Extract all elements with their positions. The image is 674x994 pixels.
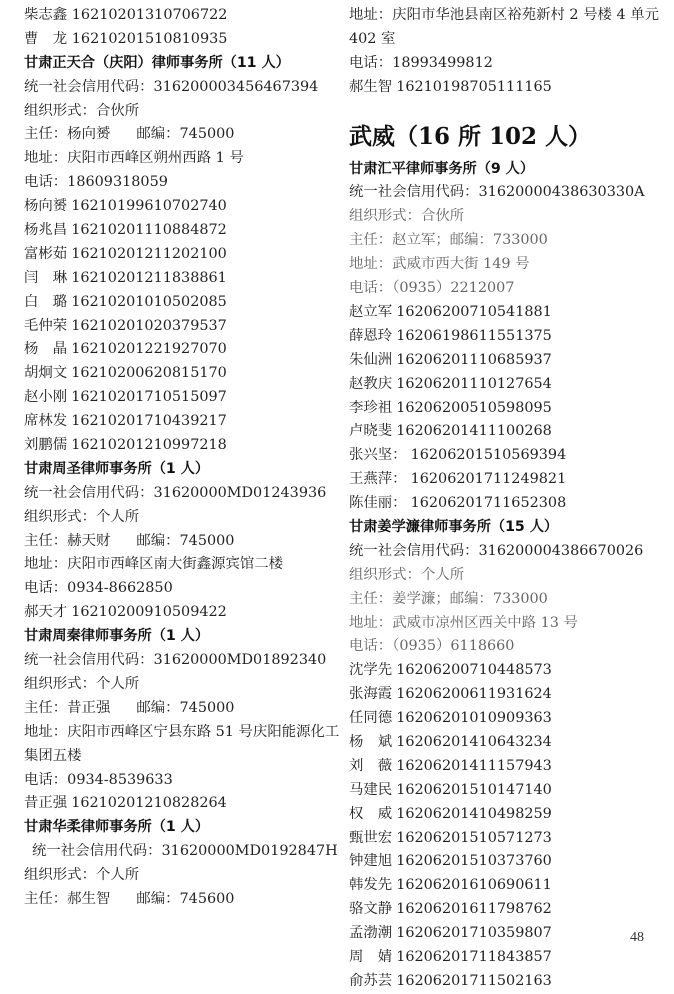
member-name: 杨 斌 (349, 733, 393, 750)
member-entry (24, 28, 340, 52)
firm-director: 主任：赫天财 (24, 532, 111, 549)
member-name: 甄世宏 (349, 829, 393, 846)
member-id: 16206201711249821 (410, 471, 567, 488)
firm-org-form: 组织形式：个人所 (24, 508, 140, 525)
member-entry (349, 803, 669, 827)
member-id: 16206201610690611 (396, 877, 552, 894)
member-entry (349, 397, 669, 421)
member-entry (24, 410, 340, 434)
firm-credit-code: 统一社会信用代码：31620000MD01243936 (24, 484, 327, 501)
member-entry (349, 898, 669, 922)
member-entry (349, 492, 669, 516)
member-id: 16206201711843857 (396, 948, 552, 965)
member-list (349, 301, 669, 516)
member-entry (24, 338, 340, 362)
member-name: 席林发 (24, 413, 68, 430)
member-entry (349, 970, 669, 994)
member-entry (349, 850, 669, 874)
member-name: 赵立军 (349, 303, 393, 320)
member-entry (24, 219, 340, 243)
member-id: 16210201221927070 (71, 341, 227, 358)
member-entry (349, 707, 669, 731)
firm-credit-code: 统一社会信用代码：316200004386670026 (349, 542, 644, 559)
member-name: 胡炯文 (24, 365, 68, 382)
member-name: 杨 晶 (24, 341, 68, 358)
member-entry (349, 946, 669, 970)
firm-postcode: 邮编：745000 (136, 532, 235, 549)
member-entry (349, 659, 669, 683)
member-id: 16206201510373760 (396, 853, 552, 870)
member-id: 16210201510810935 (71, 30, 228, 47)
firm-address: 地址：庆阳市西峰区南大街鑫源宾馆二楼 (24, 556, 284, 573)
firm-phone: 电话：18993499812 (349, 54, 493, 71)
member-id: 16206201410643234 (396, 733, 552, 750)
member-id: 16210199610702740 (71, 198, 227, 215)
member-id: 16210201310706722 (71, 7, 228, 23)
member-name: 马建民 (349, 781, 393, 798)
member-name: 毛仲荣 (24, 317, 68, 334)
member-name: 刘鹏儒 (24, 437, 68, 454)
member-entry (24, 4, 340, 28)
member-entry (349, 779, 669, 803)
member-id: 16210201010502085 (71, 293, 227, 310)
firm-org-form: 组织形式：个人所 (24, 867, 140, 884)
firm-credit-code: 统一社会信用代码：31620000438630330A (349, 184, 645, 201)
member-name: 钟建旭 (349, 853, 393, 870)
member-id: 16210201710515097 (71, 389, 227, 406)
member-name: 薛恩玲 (349, 327, 393, 344)
member-id: 16206201510569394 (410, 447, 567, 464)
firm-director-line (24, 123, 340, 147)
firm-director-line (24, 530, 340, 554)
firm-heading: 甘肃姜学濂律师事务所（15 人） (349, 518, 559, 535)
member-entry (24, 195, 340, 219)
firm-address: 地址：武威市西大街 149 号 (349, 256, 530, 273)
member-name: 赵教庆 (349, 375, 393, 392)
firm-postcode: 邮编：745600 (136, 890, 235, 907)
member-name: 赵小刚 (24, 389, 68, 406)
member-entry (24, 386, 340, 410)
member-name: 周 婧 (349, 948, 393, 965)
firm-phone: 电话：18609318059 (24, 174, 168, 191)
member-list (24, 195, 340, 458)
member-id: 16206201010909363 (396, 710, 552, 727)
member-entry (349, 922, 669, 946)
member-name: 王燕萍： (349, 471, 407, 488)
member-id: 16206201710359807 (396, 925, 552, 942)
member-entry (349, 444, 669, 468)
member-name: 任同德 (349, 710, 393, 727)
member-name: 张兴坚： (349, 447, 407, 464)
member-id: 16210201020379537 (71, 317, 227, 334)
member-list (349, 659, 669, 993)
member-id: 16206201611798762 (396, 901, 552, 918)
member-id: 16206201510147140 (396, 781, 552, 798)
member-name: 郝天才 (24, 604, 68, 621)
firm-org-form: 组织形式：个人所 (349, 566, 465, 583)
member-id: 16206200510598095 (396, 399, 552, 416)
member-id: 16206200710448573 (396, 662, 552, 679)
member-name: 俞苏芸 (349, 972, 393, 989)
member-name: 白 璐 (24, 293, 68, 310)
member-name: 杨兆昌 (24, 222, 68, 239)
member-id: 16206200710541881 (396, 303, 552, 320)
member-name: 柴志鑫 (24, 7, 68, 23)
member-entry (24, 601, 340, 625)
firm-credit-code: 统一社会信用代码：31620000MD0192847H (32, 843, 338, 860)
member-name: 刘 薇 (349, 757, 393, 774)
member-entry (24, 243, 340, 267)
member-name: 权 威 (349, 805, 393, 822)
member-entry (24, 267, 340, 291)
member-entry (24, 362, 340, 386)
member-name: 韩发先 (349, 877, 393, 894)
right-column (349, 4, 669, 994)
member-id: 16210200620815170 (71, 365, 227, 382)
member-id: 16210201211202100 (71, 245, 227, 262)
page-number: 48 (630, 930, 644, 945)
member-name: 张海霞 (349, 686, 393, 703)
firm-director: 主任：杨向赟 (24, 126, 111, 143)
firm-phone: 电话：（0935）2212007 (349, 280, 515, 297)
firm-org-form: 组织形式：合伙所 (349, 208, 465, 225)
member-entry (349, 420, 669, 444)
member-name: 闫 琳 (24, 269, 68, 286)
firm-heading: 甘肃华柔律师事务所（1 人） (24, 819, 210, 836)
member-id: 16210201211838861 (71, 269, 227, 286)
member-name: 曹 龙 (24, 30, 68, 47)
member-id: 16206201711652308 (410, 495, 567, 512)
member-name: 陈佳丽： (349, 495, 407, 512)
member-entry (349, 349, 669, 373)
firm-credit-code: 统一社会信用代码：31620000MD01892340 (24, 652, 327, 669)
firm-director-line (24, 697, 340, 721)
member-entry (24, 434, 340, 458)
firm-director-postcode: 主任：赵立军；邮编：733000 (349, 232, 548, 249)
firm-postcode: 邮编：745000 (136, 126, 235, 143)
member-entry (349, 827, 669, 851)
member-entry (349, 731, 669, 755)
member-name: 李珍祖 (349, 399, 393, 416)
member-id: 16210201110884872 (71, 222, 227, 239)
member-id: 16206201110685937 (396, 351, 552, 368)
firm-org-form: 组织形式：个人所 (24, 675, 140, 692)
member-entry (24, 792, 340, 816)
member-id: 16206200611931624 (396, 686, 552, 703)
member-entry (349, 683, 669, 707)
member-list (24, 601, 340, 625)
member-id: 16210201210997218 (71, 437, 227, 454)
member-entry (349, 874, 669, 898)
member-entry (24, 291, 340, 315)
firm-phone: 电话：（0935）6118660 (349, 638, 515, 655)
member-entry (349, 76, 669, 100)
region-title: 武威（16 所 102 人） (349, 122, 592, 150)
firm-director-postcode: 主任：姜学濂；邮编：733000 (349, 590, 548, 607)
firm-heading: 甘肃周圣律师事务所（1 人） (24, 460, 210, 477)
firm-address: 地址：武威市凉州区西关中路 13 号 (349, 614, 578, 631)
member-name: 沈学先 (349, 662, 393, 679)
firm-postcode: 邮编：745000 (136, 699, 235, 716)
firm-address: 地址：庆阳市西峰区朔州西路 1 号 (24, 150, 244, 167)
member-id: 16206201410498259 (396, 805, 552, 822)
member-name: 孟渤潮 (349, 925, 393, 942)
member-id: 16206201411100268 (396, 423, 552, 440)
member-name: 骆文静 (349, 901, 393, 918)
member-id: 16206198611551375 (396, 327, 552, 344)
member-id: 16210201210828264 (71, 795, 227, 812)
firm-director: 主任：昔正强 (24, 699, 111, 716)
member-entry (349, 373, 669, 397)
member-entry (349, 325, 669, 349)
member-entry (349, 755, 669, 779)
member-entry (349, 301, 669, 325)
member-id: 16206201510571273 (396, 829, 552, 846)
member-id: 16206201711502163 (396, 972, 552, 989)
member-name: 郝生智 (349, 78, 393, 95)
firm-phone: 电话：0934-8662850 (24, 580, 173, 597)
firm-org-form: 组织形式：合伙所 (24, 102, 140, 119)
member-entry (349, 468, 669, 492)
firm-director: 主任：郝生智 (24, 890, 111, 907)
member-id: 16206201411157943 (396, 757, 552, 774)
firm-credit-code: 统一社会信用代码：316200003456467394 (24, 78, 319, 95)
member-name: 富彬茹 (24, 245, 68, 262)
firm-address: 地址：庆阳市华池县南区裕苑新村 2 号楼 4 单元 402 室 (349, 7, 660, 47)
firm-heading: 甘肃汇平律师事务所（9 人） (349, 160, 535, 177)
member-name: 昔正强 (24, 795, 68, 812)
member-list (24, 792, 340, 816)
member-id: 16210200910509422 (71, 604, 227, 621)
member-id: 16210201710439217 (71, 413, 227, 430)
firm-director-line (24, 888, 340, 912)
firm-address: 地址：庆阳市西峰区宁县东路 51 号庆阳能源化工集团五楼 (24, 723, 340, 764)
left-column (24, 4, 340, 912)
firm-phone: 电话：0934-8539633 (24, 771, 173, 788)
member-name: 卢晓斐 (349, 423, 393, 440)
member-id: 16210198705111165 (396, 78, 552, 95)
member-list (349, 76, 669, 100)
firm-heading: 甘肃正天合（庆阳）律师事务所（11 人） (24, 54, 290, 71)
firm-heading: 甘肃周秦律师事务所（1 人） (24, 628, 210, 645)
member-name: 朱仙洲 (349, 351, 393, 368)
member-entry (24, 315, 340, 339)
member-name: 杨向赟 (24, 198, 68, 215)
member-id: 16206201110127654 (396, 375, 552, 392)
